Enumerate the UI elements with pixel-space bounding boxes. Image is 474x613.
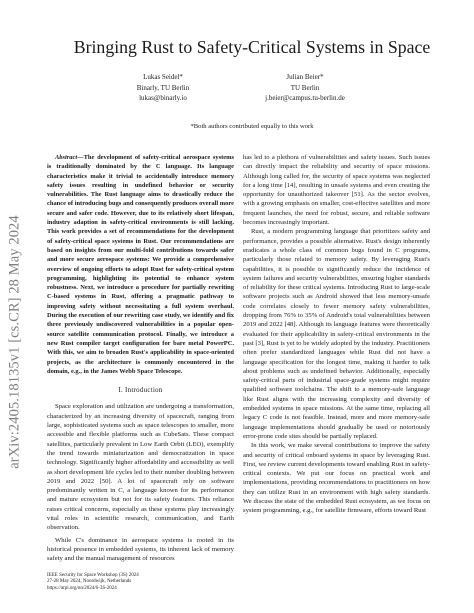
body-paragraph-continued: has led to a plethora of vulnerabilities and safety issues. Such issues can directly impact the reliability and security of space missions. Although long called for, the security of space systems was neglected for a long time [14], resulting in unsafe systems and even creating the opportunity for unauthorized takeover [51]. As the sector evolves, with a growing emphasis on smaller, cost-effective satellites and more frequent launches, the need for robust, secure, and reliable software becomes increasingly important. bbox=[243, 154, 430, 227]
footer-line-workshop: IEEE Security for Space Workshop (3S) 2024 bbox=[47, 573, 139, 578]
right-column bbox=[243, 153, 430, 516]
abstract-label: Abstract bbox=[55, 154, 78, 161]
paper-title: Bringing Rust to Safety-Critical Systems in Space bbox=[73, 37, 431, 57]
author-email[interactable]: j.beier@campus.tu-berlin.de bbox=[265, 94, 345, 103]
conference-footer bbox=[47, 573, 234, 592]
body-paragraph-rust: Rust, a modern programming language that prioritizes safety and performance, provides a possible alternative. Rust's design inherently eradicates a whole class of common bugs found in C programs, particularly those related to memory safety. By leveraging Rust's capabilities, it is possible to significantly reduce the incidence of system failures and security vulnerabilities, ensuring higher standards of reliability for these critical systems. Introducing Rust to large-scale software projects such as Android showed that less memory-unsafe code correlates closely to fewer memory safety vulnerabilities, dropping from 76% to 35% of Android's total vulnerabilities between 2019 and 2022 [48]. Although its language features were theoretically evaluated for their applicability in safety-critical environments in the past [3], Rust is yet to be widely adopted by the industry. Practitioners often prefer standardized languages while Rust did not have a language specification for the longest time, making it harder to talk about problems such as undefined behavior. Additionally, especially safety-critical parts of industrial space-grade systems might require qualified software toolchains. The shift to a memory-safe language like Rust aligns with the increasing complexity and diversity of embedded systems in space missions. At the same time, replacing all legacy C code is not feasible. Instead, more and more memory-safe language implementations should gradually be used or notoriously error-prone code sites should be partially replaced. bbox=[243, 228, 430, 440]
author-block-2 bbox=[225, 72, 385, 104]
intro-paragraph-1: Space exploration and utilization are undergoing a transformation, characterized by an increasing diversity of spacecraft, ranging from large, sophisticated systems such as space telescopes to smaller, more accessible and flexible platforms such as CubeSats. These compact satellites, particularly prevalent in Low Earth Orbit (LEO), exemplify the trend towards miniaturization and democratization in space technology. Significantly higher affordability and accessibility as well as short development life cycles led to their number doubling between 2019 and 2022 [50]. A lot of spacecraft rely on software predominantly written in C, a language known for its performance and mature ecosystem but not for its safety features. This reliance raises critical concerns, especially as these systems play increasingly vital roles in scientific research, communication, and Earth observation. bbox=[47, 403, 234, 532]
footer-line-url[interactable]: https://arpi.org/nn/2024/6-3S-2024 bbox=[47, 585, 117, 591]
body-paragraph-contributions: In this work, we make several contributions to improve the safety and security of critical onboard systems in space by leveraging Rust. First, we review current developments toward enabling Rust in safety-critical contexts. We put our focus on practical work and implementations, providing recommendations to practitioners on how they can utilize Rust in an environment with high safety standards. We discuss the state of the embedded Rust ecosystem, as we focus on system programming, e.g., for satellite firmware, efforts toward Rust bbox=[243, 442, 430, 515]
author-name: Julian Beier* bbox=[286, 73, 324, 81]
footer-line-date: 27-28 May 2024, Noordwijk, Netherlands bbox=[47, 579, 132, 585]
author-email[interactable]: lukas@binarly.io bbox=[139, 94, 187, 103]
left-column bbox=[47, 153, 234, 563]
arxiv-identifier: arXiv:2405.18135v1 [cs.CR] 28 May 2024 bbox=[6, 215, 23, 469]
author-name: Lukas Seidel* bbox=[143, 73, 183, 81]
contribution-note: *Both authors contributed equally to this work bbox=[190, 123, 314, 130]
abstract bbox=[47, 153, 234, 376]
section-heading-introduction: I. Introduction bbox=[118, 387, 163, 395]
intro-paragraph-2: While C's dominance in aerospace systems is rooted in its historical presence in embedded systems, its inherent lack of memory safety and the manual management of resources bbox=[47, 536, 234, 563]
arxiv-watermark bbox=[2, 138, 28, 546]
abstract-text: —The development of safety-critical aerospace systems is traditionally dominated by the C language. Its language characteristics make it trivial to accidentally introduce memory safety issues resulting in undefined behavior or security vulnerabilities. The Rust language aims to drastically reduce the chance of introducing bugs and consequently produces overall more secure and safer code. However, due to its relatively short lifespan, industry adaption in safety-critical environments is still lacking. This work provides a set of recommendations for the development of safety-critical space systems in Rust. Our recommendations are based on insights from our multi-fold contributions towards safer and more secure aerospace systems: We provide a comprehensive overview of ongoing efforts to adopt Rust for safety-critical system programming, highlighting its potential to enhance system robustness. Next, we introduce a procedure for partially rewriting C-based systems in Rust, offering a pragmatic pathway to improving safety without necessitating a full system overhaul. During the execution of our rewriting case study, we identify and fix three previously undiscovered vulnerabilities in a popular open-source satellite communication protocol. Finally, we introduce a new Rust compiler target configuration for bare metal PowerPC. With this, we aim to broaden Rust's applicability in space-oriented projects, as the architecture is commonly encountered in the domain, e.g., in the James Webb Space Telescope. bbox=[47, 154, 234, 375]
author-affiliation: Binarly, TU Berlin bbox=[136, 83, 190, 92]
author-affiliation: TU Berlin bbox=[290, 83, 320, 92]
author-block-1 bbox=[83, 72, 243, 104]
